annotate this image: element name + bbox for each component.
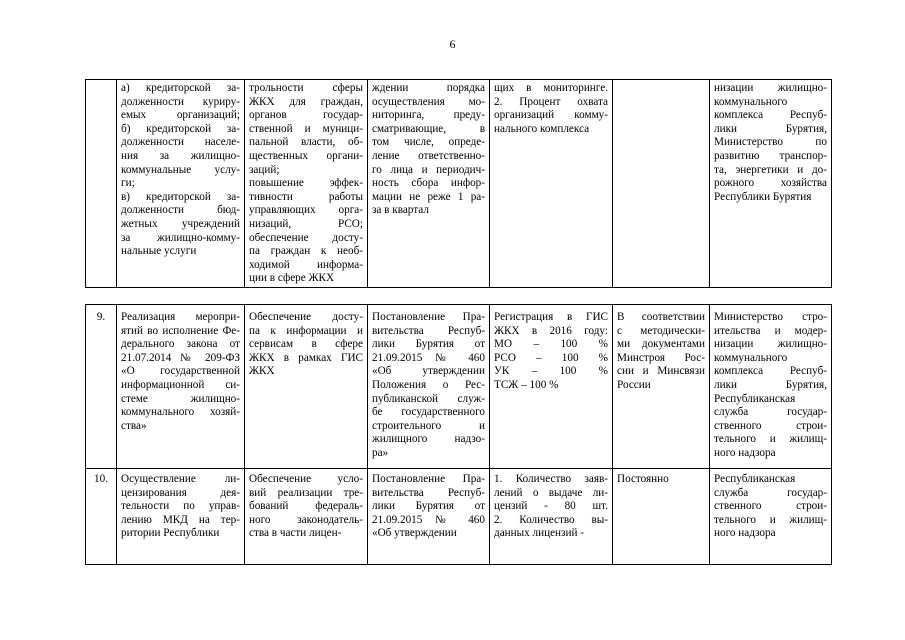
cell-text-line: го лица и периодич- [372, 163, 485, 176]
cell-result [245, 469, 368, 565]
cell-text-line: ства в части лицен- [249, 527, 342, 540]
cell-text-line: щих в мониторинге. [494, 82, 608, 94]
cell-term [613, 80, 710, 288]
cell-text-line: Министерство по [714, 136, 827, 149]
cell-text-line: органов государ- [249, 109, 363, 122]
cell-text-line: трольности сферы [249, 82, 363, 94]
cell-text-line: а) кредиторской за- [121, 82, 240, 94]
cell-responsible [710, 305, 832, 469]
cell-text-line: тельного и жилищ- [714, 513, 827, 526]
cell-text-line: коммунальные услу- [121, 163, 240, 176]
table-row [86, 469, 832, 565]
cell-text-line: долженности населе- [121, 136, 240, 149]
cell-text-line: за в квартал [372, 204, 429, 217]
cell-text-line: Обеспечение досту- [249, 311, 363, 323]
cell-indicator [490, 80, 613, 288]
cell-text-line: ра» [372, 446, 389, 459]
cell-text-line: ства» [121, 419, 147, 432]
cell-result [245, 305, 368, 469]
cell-number [86, 80, 117, 288]
cell-text-line: служба государ- [714, 486, 827, 499]
cell-text-line: ЖКХ [249, 365, 275, 378]
cell-indicator [490, 469, 613, 565]
cell-text-line: ного законодатель- [249, 513, 363, 526]
cell-number: 10. [86, 469, 117, 565]
cell-text-line: б) кредиторской за- [121, 122, 240, 135]
cell-text-line: 2. Процент охвата [494, 95, 608, 108]
cell-text-line: информационной си- [121, 378, 240, 391]
cell-text-line: ственной и муници- [249, 122, 363, 135]
cell-document [368, 305, 490, 469]
cell-text-line: ятий во исполнение Фе- [121, 324, 240, 337]
cell-text-line: «Об утверждении [372, 365, 485, 378]
cell-text-line: па граждан к необ- [249, 245, 363, 258]
cell-text-line: ги; [121, 177, 135, 190]
cell-text-line: в) кредиторской за- [121, 190, 240, 203]
cell-text-line: лений о выдаче ли- [494, 486, 608, 499]
cell-text-line: цензий - 80 шт. [494, 500, 608, 513]
cell-text-line: сии и Минсвязи [617, 365, 705, 378]
cell-text-line: ительства и модер- [714, 324, 827, 337]
cell-text-line: ниторинга, преду- [372, 109, 485, 122]
cell-text-line: вий реализации тре- [249, 486, 363, 499]
cell-result [245, 80, 368, 288]
cell-term [613, 305, 710, 469]
cell-text-line: ность сбора инфор- [372, 177, 485, 190]
cell-text-line: организаций комму- [494, 109, 608, 122]
cell-text-line: повышение эффек- [249, 177, 363, 190]
cell-text-line: тельности по управ- [121, 500, 240, 513]
cell-text-line: комплекса Респуб- [714, 365, 827, 378]
cell-text-line: ходимой информа- [249, 258, 363, 271]
cell-text-line: бований федераль- [249, 500, 363, 513]
cell-text-line: ление ответственно- [372, 149, 485, 162]
cell-text-line: лики Бурятия, [714, 378, 827, 391]
cell-text-line: Республиканская [714, 392, 796, 405]
cell-text-line: цензирования дея- [121, 486, 240, 499]
cell-text-line: лики Бурятия, [714, 122, 827, 135]
cell-text-line: ЖКХ для граждан, [249, 95, 363, 108]
cell-text-line: вительства Респуб- [372, 486, 485, 499]
cell-text-line: ного надзора [714, 446, 776, 459]
cell-text-line: нальные услуги [121, 245, 197, 258]
cell-text-line: жилищного надзо- [372, 433, 485, 446]
cell-text-line: ждении порядка [372, 82, 485, 94]
page-number: 6 [449, 37, 456, 51]
cell-text-line: щественных органи- [249, 149, 363, 162]
cell-text-line: УК – 100 % [494, 365, 608, 378]
cell-text-line: Постановление Пра- [372, 473, 485, 485]
cell-text-line: осуществления мо- [372, 95, 485, 108]
cell-text-line: Реализация меропри- [121, 311, 240, 323]
cell-text-line: пальной власти, об- [249, 136, 363, 149]
cell-text-line: коммунального хозяй- [121, 406, 240, 419]
cell-text-line: лики Бурятия от [372, 500, 485, 513]
cell-text-line: Министерство стро- [714, 311, 827, 323]
cell-text-line: комплекса Респуб- [714, 109, 827, 122]
cell-text-line: ритории Республики [121, 527, 220, 540]
cell-text-line: лению МКД на тер- [121, 513, 240, 526]
cell-text-line: па к информации и [249, 324, 363, 337]
cell-text-line: развитию транспор- [714, 149, 827, 162]
cell-text-line: тельного и жилищ- [714, 433, 827, 446]
cell-text-line: том числе, опреде- [372, 136, 485, 149]
cell-text-line: «О государственной [121, 365, 240, 378]
cell-text-line: рожного хозяйства [714, 177, 827, 190]
cell-indicator [490, 305, 613, 469]
cell-text-line: 21.09.2015 № 460 [372, 351, 485, 364]
cell-text-line: Регистрация в ГИС [494, 311, 608, 323]
cell-text-line: низации жилищно- [714, 338, 827, 351]
cell-text-line: емых организаций; [121, 109, 240, 122]
cell-text-line: коммунального [714, 95, 788, 108]
cell-text-line: РСО – 100 % [494, 351, 608, 364]
table-main [85, 304, 832, 565]
cell-text-line: Осуществление ли- [121, 473, 240, 485]
cell-text-line: ми документами [617, 338, 705, 351]
cell-text-line: данных лицензий - [494, 527, 584, 540]
cell-term [613, 469, 710, 565]
cell-text-line: низации жилищно- [714, 82, 827, 94]
cell-text-line: стеме жилищно- [121, 392, 240, 405]
cell-text-line: коммунального [714, 351, 788, 364]
cell-text-line: вительства Респуб- [372, 324, 485, 337]
cell-text-line: строительного и [372, 419, 485, 432]
cell-text-line: долженности бюд- [121, 204, 240, 217]
cell-text-line: ции в сфере ЖКХ [249, 272, 335, 285]
cell-text-line: Постоянно [617, 473, 669, 485]
cell-text-line: сервисам в сфере [249, 338, 363, 351]
cell-activity [117, 80, 245, 288]
cell-text-line: мации не реже 1 ра- [372, 190, 485, 203]
cell-text-line: ния за жилищно- [121, 149, 240, 162]
cell-text-line: ственного строи- [714, 419, 827, 432]
cell-text-line: обеспечение досту- [249, 231, 363, 244]
cell-text-line: Республики Бурятия [714, 190, 812, 203]
cell-text-line: «Об утверждении [372, 527, 457, 540]
cell-text-line: лики Бурятия от [372, 338, 485, 351]
cell-text-line: ственного строи- [714, 500, 827, 513]
cell-text-line: сматривающие, в [372, 122, 485, 135]
cell-text-line: тивности работы [249, 190, 363, 203]
cell-text-line: Минстроя Рос- [617, 351, 705, 364]
cell-text-line: бе государственного [372, 406, 485, 419]
cell-text-line: 2. Количество вы- [494, 513, 608, 526]
cell-text-line: с методически- [617, 324, 705, 337]
cell-text-line: нального комплекса [494, 122, 590, 135]
cell-document [368, 80, 490, 288]
table-continuation [85, 79, 832, 288]
cell-text-line: долженности куриру- [121, 95, 240, 108]
cell-activity [117, 469, 245, 565]
cell-responsible [710, 80, 832, 288]
cell-text-line: ТСЖ – 100 % [494, 378, 559, 391]
cell-activity [117, 305, 245, 469]
cell-text-line: 1. Количество заяв- [494, 473, 608, 485]
cell-text-line: Положения о Рес- [372, 378, 485, 391]
table-row [86, 80, 832, 288]
cell-text-line: жетных учреждений [121, 217, 240, 230]
cell-text-line: служба государ- [714, 406, 827, 419]
cell-text-line: В соответствии [617, 311, 705, 323]
cell-text-line: дерального закона от [121, 338, 240, 351]
cell-text-line: ЖКХ в рамках ГИС [249, 351, 363, 364]
cell-text-line: Постановление Пра- [372, 311, 485, 323]
cell-text-line: Обеспечение усло- [249, 473, 363, 485]
table-row [86, 305, 832, 469]
cell-text-line: заций; [249, 163, 280, 176]
cell-document [368, 469, 490, 565]
cell-text-line: ного надзора [714, 527, 776, 540]
cell-text-line: 21.07.2014 № 209-ФЗ [121, 351, 240, 364]
cell-text-line: России [617, 378, 651, 391]
cell-text-line: управляющих орга- [249, 204, 363, 217]
cell-text-line: за жилищно-комму- [121, 231, 240, 244]
cell-responsible [710, 469, 832, 565]
cell-text-line: 21.09.2015 № 460 [372, 513, 485, 526]
cell-text-line: низаций, РСО; [249, 217, 363, 230]
cell-number: 9. [86, 305, 117, 469]
cell-text-line: публиканской служ- [372, 392, 485, 405]
cell-text-line: Республиканская [714, 473, 796, 485]
cell-text-line: МО – 100 % [494, 338, 608, 351]
cell-text-line: ЖКХ в 2016 году: [494, 324, 608, 337]
cell-text-line: та, энергетики и до- [714, 163, 827, 176]
